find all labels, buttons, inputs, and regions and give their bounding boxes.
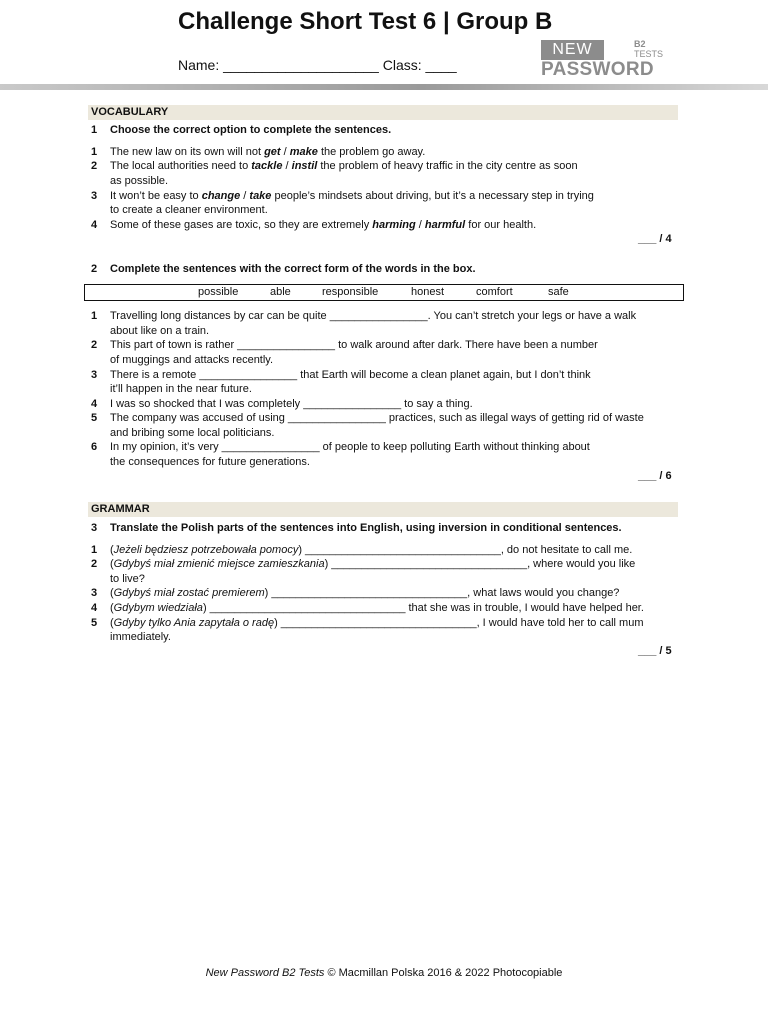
list-item bbox=[91, 338, 598, 352]
item-number: 2 bbox=[91, 160, 98, 172]
item-number: 3 bbox=[91, 587, 98, 599]
list-item bbox=[91, 397, 473, 411]
item-text: for our health. bbox=[465, 219, 537, 231]
list-item bbox=[91, 218, 536, 232]
paren: ( bbox=[110, 544, 114, 556]
item-text: In my opinion, it’s very ________________ of people to keep polluting Earth without thinking about bbox=[110, 441, 590, 453]
new-password-logo bbox=[541, 40, 669, 80]
item-text: The local authorities need to bbox=[110, 160, 252, 172]
item-number: 5 bbox=[91, 412, 98, 424]
word-box-item: comfort bbox=[476, 286, 513, 298]
item-text: I was so shocked that I was completely ________________ to say a thing. bbox=[110, 398, 473, 410]
question-2-heading bbox=[91, 262, 476, 276]
list-item bbox=[91, 159, 578, 173]
option-a: harming bbox=[372, 219, 416, 231]
paren: ) bbox=[202, 602, 207, 614]
polish-phrase: Gdybyś miał zostać premierem bbox=[113, 587, 265, 599]
item-number: 2 bbox=[91, 558, 98, 570]
item-number: 1 bbox=[91, 310, 98, 322]
logo-b2: B2 bbox=[634, 39, 646, 49]
item-text: The new law on its own will not bbox=[110, 146, 265, 158]
item-text: the problem of heavy traffic in the city centre as soon bbox=[317, 160, 578, 172]
polish-phrase: Jeżeli będziesz potrzebowała pomocy bbox=[113, 544, 299, 556]
option-b: harmful bbox=[424, 219, 466, 231]
score-box: ___ / 4 bbox=[638, 233, 672, 245]
item-text: It won’t be easy to bbox=[110, 190, 202, 202]
item-text: There is a remote ________________ that Earth will become a clean planet again, but I don’t think bbox=[110, 369, 591, 381]
item-number: 5 bbox=[91, 617, 98, 629]
list-item bbox=[91, 616, 643, 630]
logo-new: NEW bbox=[541, 40, 604, 60]
item-continuation: to create a cleaner environment. bbox=[110, 204, 268, 216]
polish-phrase: Gdybyś miał zmienić miejsce zamieszkania bbox=[113, 558, 325, 570]
item-text: ________________________________, I would have told her to call mum bbox=[277, 617, 644, 629]
paren: ( bbox=[110, 558, 114, 570]
list-item bbox=[91, 145, 425, 159]
paren: ( bbox=[110, 617, 114, 629]
list-item bbox=[91, 309, 636, 323]
question-instruction: Choose the correct option to complete the sentences. bbox=[110, 124, 392, 136]
item-text: ________________________________, where would you like bbox=[328, 558, 636, 570]
word-box-item: able bbox=[270, 286, 291, 298]
item-continuation: the consequences for future generations. bbox=[110, 456, 310, 468]
list-item bbox=[91, 586, 619, 600]
item-text: the problem go away. bbox=[317, 146, 426, 158]
option-a: tackle bbox=[251, 160, 283, 172]
item-continuation: as possible. bbox=[110, 175, 169, 187]
item-text: ________________________________ that she was in trouble, I would have helped her. bbox=[206, 602, 644, 614]
option-separator: / bbox=[280, 146, 290, 158]
item-number: 6 bbox=[91, 441, 98, 453]
item-number: 4 bbox=[91, 398, 98, 410]
question-1-heading bbox=[91, 123, 391, 137]
word-box-item: possible bbox=[198, 286, 239, 298]
item-continuation: and bribing some local politicians. bbox=[110, 427, 275, 439]
option-separator: / bbox=[282, 160, 292, 172]
option-b: take bbox=[249, 190, 272, 202]
score-box: ___ / 5 bbox=[638, 645, 672, 657]
word-box bbox=[84, 284, 684, 301]
footer-book-title: New Password B2 Tests bbox=[205, 967, 325, 979]
item-continuation: about like on a train. bbox=[110, 325, 210, 337]
header-divider bbox=[0, 84, 768, 90]
section-vocabulary: VOCABULARY bbox=[88, 105, 678, 120]
item-text: The company was accused of using ________________ practices, such as illegal ways of getting rid of waste bbox=[110, 412, 644, 424]
question-number: 2 bbox=[91, 263, 98, 275]
logo-tests: TESTS bbox=[634, 49, 664, 59]
option-b: instil bbox=[291, 160, 318, 172]
paren: ( bbox=[110, 587, 114, 599]
list-item bbox=[91, 601, 644, 615]
item-number: 2 bbox=[91, 339, 98, 351]
item-text: Travelling long distances by car can be quite ________________. You can’t stretch your legs or have a walk bbox=[110, 310, 637, 322]
item-continuation: immediately. bbox=[110, 631, 171, 643]
question-number: 3 bbox=[91, 522, 98, 534]
footer bbox=[0, 967, 768, 979]
list-item bbox=[91, 543, 632, 557]
list-item bbox=[91, 368, 591, 382]
item-number: 1 bbox=[91, 146, 98, 158]
item-number: 4 bbox=[91, 602, 98, 614]
item-text: Some of these gases are toxic, so they are extremely bbox=[110, 219, 373, 231]
option-b: make bbox=[289, 146, 318, 158]
item-number: 3 bbox=[91, 190, 98, 202]
polish-phrase: Gdyby tylko Ania zapytała o radę bbox=[113, 617, 275, 629]
polish-phrase: Gdybym wiedziała bbox=[113, 602, 203, 614]
page-title: Challenge Short Test 6 | Group B bbox=[178, 8, 553, 35]
item-continuation: to live? bbox=[110, 573, 145, 585]
item-number: 1 bbox=[91, 544, 98, 556]
item-text: This part of town is rather ________________ to walk around after dark. There have been a number bbox=[110, 339, 598, 351]
option-separator: / bbox=[240, 190, 250, 202]
option-separator: / bbox=[415, 219, 425, 231]
name-class-line: Name: ____________________ Class: ____ bbox=[178, 57, 457, 73]
section-grammar: GRAMMAR bbox=[88, 502, 678, 517]
paren: ( bbox=[110, 602, 114, 614]
paren: ) bbox=[324, 558, 329, 570]
question-instruction: Translate the Polish parts of the sentences into English, using inversion in conditional sentences. bbox=[110, 522, 622, 534]
list-item bbox=[91, 440, 590, 454]
logo-password: PASSWORD bbox=[541, 59, 654, 80]
list-item bbox=[91, 557, 635, 571]
list-item bbox=[91, 189, 594, 203]
option-a: get bbox=[264, 146, 281, 158]
paren: ) bbox=[298, 544, 302, 556]
word-box-item: honest bbox=[411, 286, 445, 298]
item-number: 3 bbox=[91, 369, 98, 381]
item-text: ________________________________, do not hesitate to call me. bbox=[302, 544, 633, 556]
word-box-item: safe bbox=[548, 286, 569, 298]
item-continuation: it’ll happen in the near future. bbox=[110, 383, 252, 395]
word-box-item: responsible bbox=[322, 286, 379, 298]
paren: ) bbox=[264, 587, 269, 599]
footer-copyright: © Macmillan Polska 2016 & 2022 Photocopiable bbox=[324, 967, 563, 979]
item-text: people’s mindsets about driving, but it’s a necessary step in trying bbox=[271, 190, 594, 202]
score-box: ___ / 6 bbox=[638, 470, 672, 482]
question-instruction: Complete the sentences with the correct form of the words in the box. bbox=[110, 263, 476, 275]
paren: ) bbox=[274, 617, 278, 629]
question-3-heading bbox=[91, 521, 622, 535]
item-number: 4 bbox=[91, 219, 98, 231]
question-number: 1 bbox=[91, 124, 98, 136]
list-item bbox=[91, 411, 644, 425]
item-continuation: of muggings and attacks recently. bbox=[110, 354, 274, 366]
item-text: ________________________________, what laws would you change? bbox=[268, 587, 620, 599]
option-a: change bbox=[201, 190, 241, 202]
